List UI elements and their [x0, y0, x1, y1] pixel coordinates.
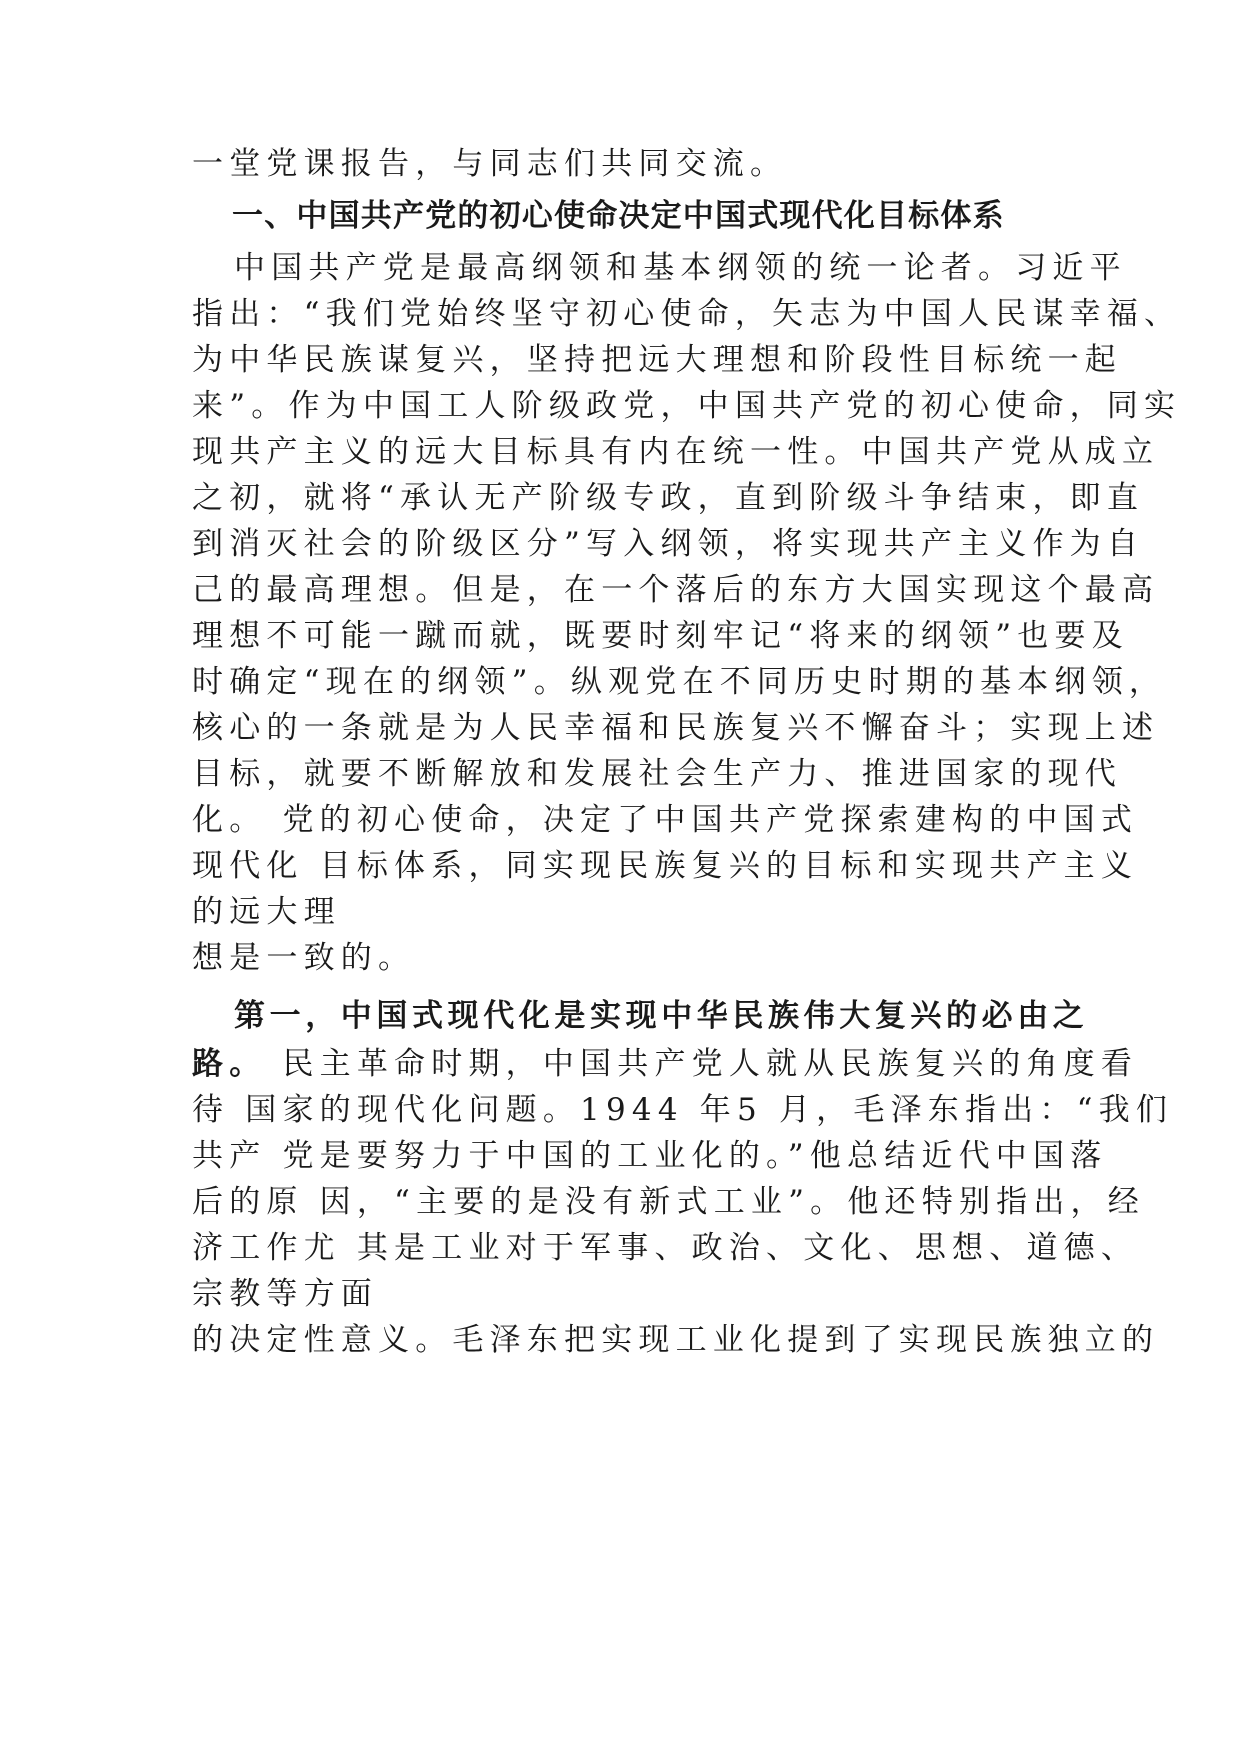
- text-line: 宗教等方面: [192, 1276, 378, 1312]
- paragraph-lead-end: 路。: [192, 1046, 267, 1082]
- text-line: 的远大理: [192, 894, 341, 930]
- text-line: 现共产主义的远大目标具有内在统一性。中国共产党从成立: [192, 434, 1160, 470]
- text-line: 为中华民族谋复兴，坚持把远大理想和阶段性目标统一起: [192, 342, 1122, 378]
- text-line: 来”。作为中国工人阶级政党，中国共产党的初心使命，同实: [192, 388, 1182, 424]
- text-line: 想是一致的。: [192, 940, 416, 976]
- text-line-rest: 民主革命时期，中国共产党人就从民族复兴的角度看: [266, 1046, 1139, 1082]
- text-line: 中国共产党是最高纲领和基本纲领的统一论者。习近平: [234, 250, 1127, 286]
- text-line: 一堂党课报告，与同志们共同交流。: [192, 146, 788, 182]
- text-line: 指出：“我们党始终坚守初心使命，矢志为中国人民谋幸福、: [192, 296, 1182, 332]
- paragraph-lead: 第一，中国式现代化是实现中华民族伟大复兴的必由之: [234, 998, 1089, 1034]
- text-line: 待 国家的现代化问题。1944 年5 月，毛泽东指出：“我们: [192, 1092, 1174, 1128]
- text-line: 目标，就要不断解放和发展社会生产力、推进国家的现代: [192, 756, 1122, 792]
- text-line: 后的原 因，“主要的是没有新式工业”。他还特别指出，经: [192, 1184, 1145, 1220]
- text-line: [192, 1044, 1138, 1084]
- section-heading: 一、中国共产党的初心使命决定中国式现代化目标体系: [232, 198, 1005, 234]
- text-line: 己的最高理想。但是，在一个落后的东方大国实现这个最高: [192, 572, 1160, 608]
- text-line: 济工作尤 其是工业对于军事、政治、文化、思想、道德、: [192, 1230, 1139, 1266]
- text-line: 之初，就将“承认无产阶级专政，直到阶级斗争结束，即直: [192, 480, 1145, 516]
- text-line: 时确定“现在的纲领”。纵观党在不同历史时期的基本纲领，: [192, 664, 1167, 700]
- text-line: 理想不可能一蹴而就，既要时刻牢记“将来的纲领”也要及: [192, 618, 1129, 654]
- text-line: 到消灭社会的阶级区分”写入纲领，将实现共产主义作为自: [192, 526, 1145, 562]
- text-line: 现代化 目标体系，同实现民族复兴的目标和实现共产主义: [192, 848, 1139, 884]
- text-line: 的决定性意义。毛泽东把实现工业化提到了实现民族独立的: [192, 1322, 1160, 1358]
- text-line: 共产 党是要努力于中国的工业化的。”他总结近代中国落: [192, 1138, 1108, 1174]
- text-line: 化。 党的初心使命，决定了中国共产党探索建构的中国式: [192, 802, 1139, 838]
- text-line: 核心的一条就是为人民幸福和民族复兴不懈奋斗；实现上述: [192, 710, 1160, 746]
